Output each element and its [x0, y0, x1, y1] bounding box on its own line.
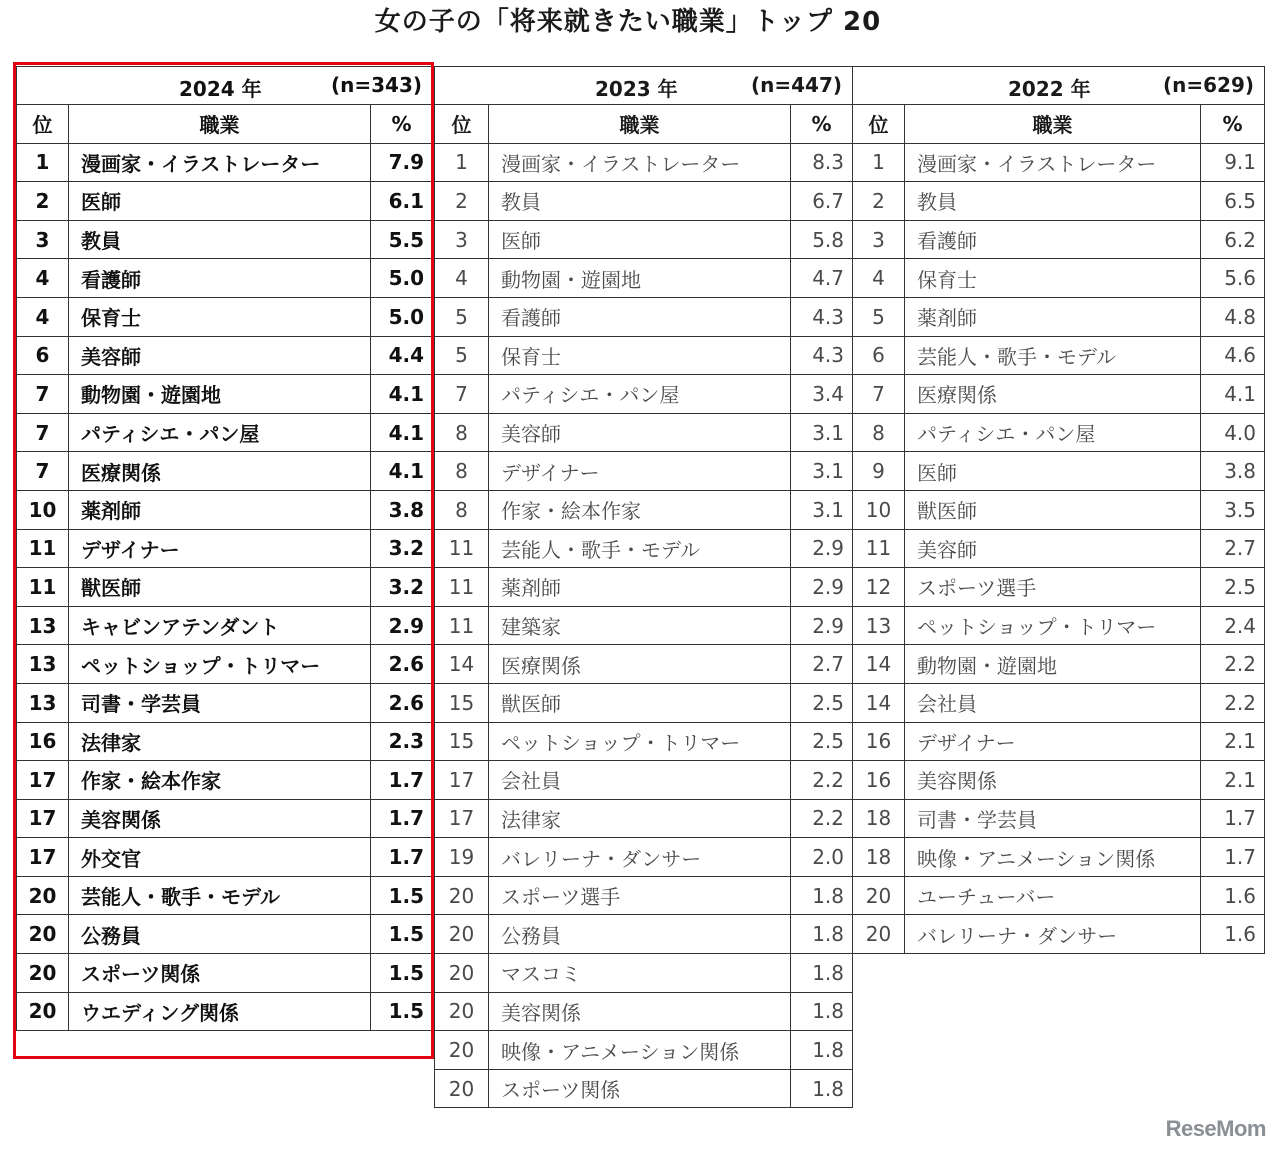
- percent-cell: 5.0: [371, 259, 433, 298]
- percent-cell: 6.7: [791, 182, 853, 221]
- rank-cell: 20: [17, 915, 69, 954]
- percent-cell: 4.1: [371, 452, 433, 491]
- rank-cell: 2: [435, 182, 489, 221]
- rank-cell: 17: [435, 761, 489, 800]
- job-cell: 映像・アニメーション関係: [489, 1031, 791, 1070]
- table-row: [17, 413, 433, 452]
- job-cell: 美容師: [69, 336, 371, 375]
- job-cell: 医師: [489, 220, 791, 259]
- table-row: [435, 375, 853, 414]
- job-cell: 医療関係: [905, 375, 1201, 414]
- job-cell: 法律家: [489, 799, 791, 838]
- job-cell: スポーツ関係: [69, 954, 371, 993]
- job-cell: 獣医師: [69, 568, 371, 607]
- job-cell: 作家・絵本作家: [489, 490, 791, 529]
- percent-cell: 3.2: [371, 568, 433, 607]
- percent-cell: 1.8: [791, 876, 853, 915]
- rank-cell: 18: [853, 799, 905, 838]
- table-row: [853, 722, 1265, 761]
- job-cell: 教員: [69, 220, 371, 259]
- table-row: [17, 838, 433, 877]
- job-cell: 映像・アニメーション関係: [905, 838, 1201, 877]
- table-row: [17, 799, 433, 838]
- percent-cell: 1.5: [371, 876, 433, 915]
- rank-cell: 14: [435, 645, 489, 684]
- job-cell: 美容関係: [489, 992, 791, 1031]
- job-cell: ペットショップ・トリマー: [69, 645, 371, 684]
- rank-cell: 4: [17, 259, 69, 298]
- percent-header: %: [791, 105, 853, 144]
- percent-cell: 4.0: [1201, 413, 1265, 452]
- rank-cell: 20: [853, 876, 905, 915]
- table-row: [853, 761, 1265, 800]
- table-2023: [434, 66, 853, 1108]
- table-row: [17, 336, 433, 375]
- table-row: [17, 761, 433, 800]
- rank-cell: 17: [17, 838, 69, 877]
- rank-cell: 10: [853, 490, 905, 529]
- percent-cell: 4.1: [1201, 375, 1265, 414]
- table-row: [853, 452, 1265, 491]
- table-row: [853, 529, 1265, 568]
- job-cell: 動物園・遊園地: [69, 375, 371, 414]
- rank-cell: 14: [853, 683, 905, 722]
- table-row: [17, 876, 433, 915]
- table-row: [853, 568, 1265, 607]
- percent-cell: 1.7: [1201, 838, 1265, 877]
- table-row: [853, 683, 1265, 722]
- job-cell: 教員: [489, 182, 791, 221]
- percent-cell: 2.9: [791, 568, 853, 607]
- job-cell: 公務員: [69, 915, 371, 954]
- rank-cell: 7: [853, 375, 905, 414]
- percent-cell: 1.5: [371, 992, 433, 1031]
- job-cell: パティシエ・パン屋: [489, 375, 791, 414]
- table-row: [17, 954, 433, 993]
- percent-cell: 2.5: [1201, 568, 1265, 607]
- rank-cell: 3: [853, 220, 905, 259]
- job-cell: 看護師: [905, 220, 1201, 259]
- table-row: [435, 683, 853, 722]
- job-cell: 美容師: [489, 413, 791, 452]
- job-cell: 司書・学芸員: [69, 683, 371, 722]
- rank-cell: 8: [435, 413, 489, 452]
- year-header-2023: [435, 67, 853, 105]
- job-cell: パティシエ・パン屋: [69, 413, 371, 452]
- percent-cell: 3.1: [791, 413, 853, 452]
- job-cell: 法律家: [69, 722, 371, 761]
- rank-cell: 4: [435, 259, 489, 298]
- job-cell: 芸能人・歌手・モデル: [905, 336, 1201, 375]
- table-row: [853, 838, 1265, 877]
- percent-cell: 8.3: [791, 143, 853, 182]
- table-row: [17, 606, 433, 645]
- job-cell: 会社員: [905, 683, 1201, 722]
- rank-cell: 20: [435, 1069, 489, 1108]
- rank-cell: 15: [435, 683, 489, 722]
- job-cell: ウエディング関係: [69, 992, 371, 1031]
- job-cell: 医療関係: [489, 645, 791, 684]
- table-row: [17, 220, 433, 259]
- rank-cell: 17: [17, 761, 69, 800]
- table-row: [435, 838, 853, 877]
- percent-header: %: [1201, 105, 1265, 144]
- job-cell: 薬剤師: [489, 568, 791, 607]
- percent-cell: 3.1: [791, 452, 853, 491]
- percent-cell: 1.8: [791, 1069, 853, 1108]
- percent-cell: 2.2: [1201, 645, 1265, 684]
- rank-cell: 11: [435, 529, 489, 568]
- rank-cell: 20: [17, 876, 69, 915]
- table-row: [435, 606, 853, 645]
- rank-cell: 11: [435, 606, 489, 645]
- job-cell: 美容関係: [69, 799, 371, 838]
- percent-cell: 5.0: [371, 297, 433, 336]
- percent-cell: 2.5: [791, 683, 853, 722]
- table-row: [435, 722, 853, 761]
- job-cell: 看護師: [69, 259, 371, 298]
- job-cell: バレリーナ・ダンサー: [905, 915, 1201, 954]
- percent-cell: 2.4: [1201, 606, 1265, 645]
- rank-cell: 11: [17, 568, 69, 607]
- rank-cell: 7: [17, 375, 69, 414]
- percent-cell: 1.7: [371, 838, 433, 877]
- percent-cell: 5.6: [1201, 259, 1265, 298]
- job-header: 職業: [69, 105, 371, 144]
- job-cell: 会社員: [489, 761, 791, 800]
- rank-cell: 9: [853, 452, 905, 491]
- rank-cell: 16: [17, 722, 69, 761]
- table-row: [853, 220, 1265, 259]
- rank-cell: 5: [435, 297, 489, 336]
- table-row: [435, 1031, 853, 1070]
- year-header-2024: [17, 67, 433, 105]
- table-row: [17, 683, 433, 722]
- job-cell: 薬剤師: [69, 490, 371, 529]
- job-cell: 漫画家・イラストレーター: [905, 143, 1201, 182]
- table-row: [435, 452, 853, 491]
- job-cell: 医師: [905, 452, 1201, 491]
- table-row: [435, 220, 853, 259]
- percent-cell: 9.1: [1201, 143, 1265, 182]
- table-row: [17, 259, 433, 298]
- job-cell: 美容関係: [905, 761, 1201, 800]
- rank-cell: 20: [17, 954, 69, 993]
- rank-cell: 20: [17, 992, 69, 1031]
- rank-header: 位: [435, 105, 489, 144]
- percent-cell: 2.2: [791, 799, 853, 838]
- job-cell: スポーツ選手: [905, 568, 1201, 607]
- job-cell: 教員: [905, 182, 1201, 221]
- job-cell: 獣医師: [489, 683, 791, 722]
- percent-cell: 2.1: [1201, 722, 1265, 761]
- table-row: [853, 799, 1265, 838]
- job-cell: スポーツ関係: [489, 1069, 791, 1108]
- job-cell: 公務員: [489, 915, 791, 954]
- job-cell: スポーツ選手: [489, 876, 791, 915]
- rank-cell: 13: [17, 645, 69, 684]
- rank-cell: 17: [17, 799, 69, 838]
- table-row: [853, 606, 1265, 645]
- percent-cell: 2.9: [791, 606, 853, 645]
- job-header: 職業: [489, 105, 791, 144]
- job-cell: パティシエ・パン屋: [905, 413, 1201, 452]
- job-cell: 保育士: [905, 259, 1201, 298]
- job-cell: 建築家: [489, 606, 791, 645]
- year-header-2022: [853, 67, 1265, 105]
- percent-cell: 2.7: [791, 645, 853, 684]
- percent-cell: 6.1: [371, 182, 433, 221]
- rank-cell: 16: [853, 722, 905, 761]
- sample-size-2022: (n=629): [1162, 73, 1255, 97]
- job-cell: 外交官: [69, 838, 371, 877]
- rank-header: 位: [853, 105, 905, 144]
- percent-cell: 4.3: [791, 336, 853, 375]
- job-cell: ペットショップ・トリマー: [905, 606, 1201, 645]
- rank-header: 位: [17, 105, 69, 144]
- job-cell: 漫画家・イラストレーター: [489, 143, 791, 182]
- table-row: [17, 143, 433, 182]
- job-cell: 動物園・遊園地: [489, 259, 791, 298]
- table-row: [17, 375, 433, 414]
- table-row: [435, 182, 853, 221]
- percent-cell: 6.2: [1201, 220, 1265, 259]
- job-cell: 医師: [69, 182, 371, 221]
- sample-size-2024: (n=343): [330, 73, 423, 97]
- job-cell: 保育士: [69, 297, 371, 336]
- percent-cell: 1.6: [1201, 876, 1265, 915]
- table-row: [435, 490, 853, 529]
- table-row: [435, 915, 853, 954]
- rank-cell: 14: [853, 645, 905, 684]
- table-row: [435, 259, 853, 298]
- table-row: [853, 297, 1265, 336]
- table-row: [17, 490, 433, 529]
- rank-cell: 1: [17, 143, 69, 182]
- table-row: [435, 143, 853, 182]
- table-row: [17, 568, 433, 607]
- percent-cell: 4.1: [371, 375, 433, 414]
- percent-cell: 1.8: [791, 915, 853, 954]
- rank-cell: 18: [853, 838, 905, 877]
- job-cell: ユーチューバー: [905, 876, 1201, 915]
- year-label-2022: 2022 年: [1008, 77, 1091, 101]
- job-cell: 看護師: [489, 297, 791, 336]
- percent-cell: 1.5: [371, 915, 433, 954]
- table-2022: [852, 66, 1265, 954]
- table-row: [17, 645, 433, 684]
- percent-cell: 2.6: [371, 683, 433, 722]
- rank-cell: 20: [435, 954, 489, 993]
- rank-cell: 5: [853, 297, 905, 336]
- percent-cell: 5.8: [791, 220, 853, 259]
- percent-cell: 1.7: [1201, 799, 1265, 838]
- percent-cell: 6.5: [1201, 182, 1265, 221]
- percent-cell: 3.8: [371, 490, 433, 529]
- percent-cell: 2.9: [371, 606, 433, 645]
- table-row: [853, 182, 1265, 221]
- job-cell: マスコミ: [489, 954, 791, 993]
- table-row: [853, 143, 1265, 182]
- rank-cell: 19: [435, 838, 489, 877]
- table-row: [853, 915, 1265, 954]
- table-row: [853, 413, 1265, 452]
- rank-cell: 7: [435, 375, 489, 414]
- table-row: [853, 490, 1265, 529]
- table-row: [435, 297, 853, 336]
- job-cell: 獣医師: [905, 490, 1201, 529]
- rank-cell: 8: [853, 413, 905, 452]
- rank-cell: 11: [17, 529, 69, 568]
- job-cell: キャビンアテンダント: [69, 606, 371, 645]
- job-cell: 司書・学芸員: [905, 799, 1201, 838]
- table-row: [17, 452, 433, 491]
- sample-size-2023: (n=447): [750, 73, 843, 97]
- percent-cell: 1.8: [791, 1031, 853, 1070]
- job-cell: 医療関係: [69, 452, 371, 491]
- percent-cell: 4.4: [371, 336, 433, 375]
- rank-cell: 20: [435, 876, 489, 915]
- table-row: [435, 568, 853, 607]
- rank-cell: 20: [853, 915, 905, 954]
- percent-cell: 2.0: [791, 838, 853, 877]
- percent-cell: 2.1: [1201, 761, 1265, 800]
- table-row: [17, 297, 433, 336]
- table-row: [435, 799, 853, 838]
- job-cell: 作家・絵本作家: [69, 761, 371, 800]
- year-label-2024: 2024 年: [179, 77, 262, 101]
- job-cell: バレリーナ・ダンサー: [489, 838, 791, 877]
- rank-cell: 13: [17, 606, 69, 645]
- table-row: [853, 645, 1265, 684]
- rank-cell: 6: [853, 336, 905, 375]
- percent-cell: 2.3: [371, 722, 433, 761]
- percent-cell: 2.9: [791, 529, 853, 568]
- job-cell: デザイナー: [905, 722, 1201, 761]
- rank-cell: 5: [435, 336, 489, 375]
- job-cell: 芸能人・歌手・モデル: [69, 876, 371, 915]
- percent-cell: 2.6: [371, 645, 433, 684]
- percent-cell: 4.6: [1201, 336, 1265, 375]
- rank-cell: 20: [435, 915, 489, 954]
- table-row: [435, 761, 853, 800]
- rank-cell: 6: [17, 336, 69, 375]
- table-row: [17, 915, 433, 954]
- job-cell: 薬剤師: [905, 297, 1201, 336]
- rank-cell: 11: [853, 529, 905, 568]
- percent-cell: 3.2: [371, 529, 433, 568]
- percent-cell: 4.8: [1201, 297, 1265, 336]
- rank-cell: 11: [435, 568, 489, 607]
- table-row: [853, 259, 1265, 298]
- table-row: [435, 1069, 853, 1108]
- rank-cell: 20: [435, 992, 489, 1031]
- table-row: [17, 992, 433, 1031]
- percent-cell: 4.1: [371, 413, 433, 452]
- rank-cell: 2: [17, 182, 69, 221]
- table-row: [17, 182, 433, 221]
- table-row: [435, 876, 853, 915]
- percent-cell: 1.6: [1201, 915, 1265, 954]
- table-row: [17, 529, 433, 568]
- rank-cell: 7: [17, 452, 69, 491]
- job-cell: デザイナー: [69, 529, 371, 568]
- resemom-logo: ReseMom: [1165, 1116, 1266, 1141]
- job-cell: ペットショップ・トリマー: [489, 722, 791, 761]
- rank-cell: 17: [435, 799, 489, 838]
- table-row: [435, 336, 853, 375]
- rank-cell: 3: [435, 220, 489, 259]
- rank-cell: 20: [435, 1031, 489, 1070]
- rank-cell: 13: [17, 683, 69, 722]
- job-header: 職業: [905, 105, 1201, 144]
- rank-cell: 8: [435, 452, 489, 491]
- percent-header: %: [371, 105, 433, 144]
- job-cell: 美容師: [905, 529, 1201, 568]
- table-row: [853, 336, 1265, 375]
- percent-cell: 4.3: [791, 297, 853, 336]
- table-row: [435, 529, 853, 568]
- year-label-2023: 2023 年: [595, 77, 678, 101]
- rank-cell: 1: [435, 143, 489, 182]
- table-row: [435, 413, 853, 452]
- percent-cell: 3.4: [791, 375, 853, 414]
- job-cell: 漫画家・イラストレーター: [69, 143, 371, 182]
- table-row: [17, 722, 433, 761]
- percent-cell: 1.8: [791, 954, 853, 993]
- percent-cell: 2.7: [1201, 529, 1265, 568]
- rank-cell: 10: [17, 490, 69, 529]
- percent-cell: 3.8: [1201, 452, 1265, 491]
- job-cell: 保育士: [489, 336, 791, 375]
- percent-cell: 2.2: [1201, 683, 1265, 722]
- job-cell: 動物園・遊園地: [905, 645, 1201, 684]
- rank-cell: 2: [853, 182, 905, 221]
- percent-cell: 1.7: [371, 761, 433, 800]
- percent-cell: 3.5: [1201, 490, 1265, 529]
- rank-cell: 8: [435, 490, 489, 529]
- page-title: 女の子の「将来就きたい職業」トップ 20: [374, 7, 882, 37]
- table-row: [853, 876, 1265, 915]
- rank-cell: 4: [17, 297, 69, 336]
- table-row: [435, 992, 853, 1031]
- rank-cell: 7: [17, 413, 69, 452]
- percent-cell: 3.1: [791, 490, 853, 529]
- percent-cell: 4.7: [791, 259, 853, 298]
- percent-cell: 1.7: [371, 799, 433, 838]
- rank-cell: 12: [853, 568, 905, 607]
- rank-cell: 3: [17, 220, 69, 259]
- percent-cell: 5.5: [371, 220, 433, 259]
- table-row: [853, 375, 1265, 414]
- percent-cell: 2.5: [791, 722, 853, 761]
- table-row: [435, 954, 853, 993]
- table-2024: [16, 66, 433, 1031]
- rank-cell: 13: [853, 606, 905, 645]
- job-cell: 芸能人・歌手・モデル: [489, 529, 791, 568]
- percent-cell: 1.5: [371, 954, 433, 993]
- rank-cell: 1: [853, 143, 905, 182]
- rank-cell: 16: [853, 761, 905, 800]
- job-cell: デザイナー: [489, 452, 791, 491]
- percent-cell: 1.8: [791, 992, 853, 1031]
- table-row: [435, 645, 853, 684]
- percent-cell: 2.2: [791, 761, 853, 800]
- percent-cell: 7.9: [371, 143, 433, 182]
- rank-cell: 4: [853, 259, 905, 298]
- rank-cell: 15: [435, 722, 489, 761]
